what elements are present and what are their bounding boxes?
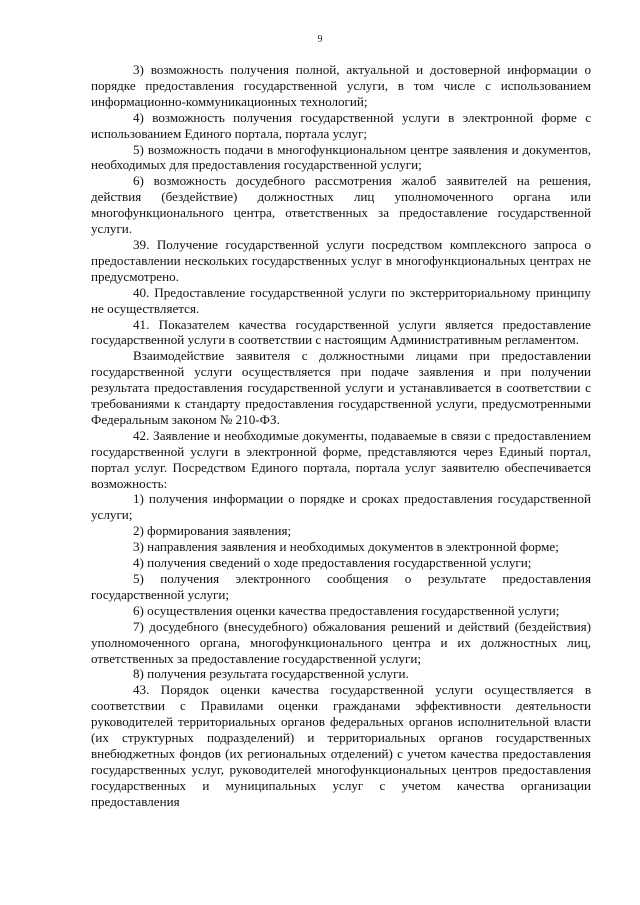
paragraph-42: 42. Заявление и необходимые документы, подаваемые в связи с предоставлением государственной услуги в электронной форме, представляются через Единый портал, портал услуг. Посредством Единого портала, портала услуг заявителю обеспечивается возможность: [91, 427, 591, 491]
page-number: 9 [317, 34, 323, 45]
paragraph-6-pretrial-complaints: 6) возможность досудебного рассмотрения жалоб заявителей на решения, действия (бездействие) должностных лиц уполномоченного органа или многофункционального центра, ответственных за предоставление государственной услуги. [91, 173, 591, 237]
list-item-7: 7) досудебного (внесудебного) обжалования решений и действий (бездействия) уполномоченного органа, многофункционального центра и их должностных лиц, ответственных за предоставление государственной услуги; [91, 618, 591, 666]
list-item-3: 3) направления заявления и необходимых документов в электронной форме; [133, 539, 559, 555]
paragraph-interaction: Взаимодействие заявителя с должностными лицами при предоставлении государственной услуги осуществляется при подаче заявления и при получении результата предоставления государственной услуги и устанавливается в соответствии с требованиями к стандарту предоставления государственной услуги, предусмотренными Федеральным законом № 210-ФЗ. [91, 348, 591, 427]
paragraph-41: 41. Показателем качества государственной услуги является предоставление государственной услуги в соответствии с настоящим Административным регламентом. [91, 316, 591, 348]
list-item-5: 5) получения электронного сообщения о результате предоставления государственной услуги; [91, 571, 591, 602]
list-item-2: 2) формирования заявления; [133, 523, 292, 539]
list-item-6: 6) осуществления оценки качества предоставления государственной услуги; [133, 602, 560, 618]
paragraph-40: 40. Предоставление государственной услуги по экстерриториальному принципу не осуществляется. [91, 284, 591, 316]
list-item-8: 8) получения результата государственной услуги. [133, 666, 409, 682]
document-body [91, 62, 591, 810]
paragraph-39: 39. Получение государственной услуги посредством комплексного запроса о предоставлении нескольких государственных услуг в многофункциональных центрах не предусмотрено. [91, 236, 591, 284]
list-item-1: 1) получения информации о порядке и сроках предоставления государственной услуги; [91, 491, 591, 523]
paragraph-43: 43. Порядок оценки качества государственной услуги осуществляется в соответствии с Правилами оценки гражданами эффективности деятельности руководителей территориальных органов федеральных органов исполнительной власти (их структурных подразделений) и территориальных органов государственных внебюджетных фондов (их региональных отделений) с учетом качества предоставления государственных услуг, руководителей многофункциональных центров предоставления государственных и муниципальных услуг с учетом качества организации предоставления [91, 682, 591, 809]
list-item-4: 4) получения сведений о ходе предоставления государственной услуги; [133, 555, 532, 571]
paragraph-5-mfc-submission: 5) возможность подачи в многофункциональном центре заявления и документов, необходимых для предоставления государственной услуги; [91, 141, 591, 173]
paragraph-3-info-access: 3) возможность получения полной, актуальной и достоверной информации о порядке предоставления государственной услуги, в том числе с использованием информационно-коммуникационных технологий; [91, 62, 591, 109]
paragraph-4-electronic-form: 4) возможность получения государственной услуги в электронной форме с использованием Единого портала, портала услуг; [91, 109, 591, 141]
